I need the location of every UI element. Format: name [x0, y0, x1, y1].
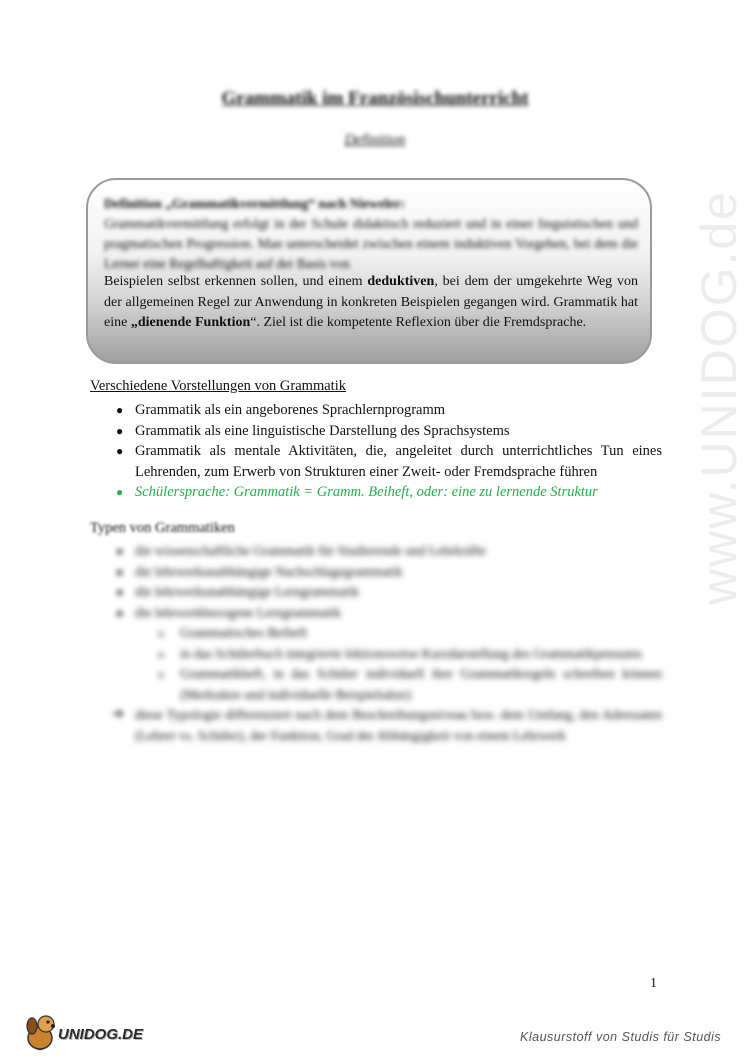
list-item-text: Grammatik als eine linguistische Darstellung des Sprachsystems [135, 422, 510, 439]
grammar-concepts-list [90, 400, 662, 503]
list-item [90, 400, 662, 421]
circle-bullet-icon: o [158, 646, 164, 661]
list-item-text: die wissenschaftliche Grammatik für Studierende und Lehrkräfte [135, 543, 486, 558]
circle-bullet-icon: o [158, 667, 164, 681]
page-title: Grammatik im Französischunterricht [221, 88, 529, 109]
logo-text: UNIDOG.DE [58, 1026, 144, 1043]
watermark: www.UNIDOG.de [691, 190, 747, 605]
list-item-text: Schülersprache: Grammatik = Gramm. Beiheft, oder: eine zu lernende Struktur [135, 484, 598, 500]
bullet-icon: ● [116, 403, 124, 417]
footer-tagline: Klausurstoff von Studis für Studis [520, 1030, 722, 1044]
page-number: 1 [650, 976, 657, 991]
definition-text-1: Beispielen selbst erkennen sollen, und einem [104, 274, 368, 289]
list-item [90, 421, 662, 442]
definition-clear-text [104, 272, 638, 334]
section-heading-grammar-concepts: Verschiedene Vorstellungen von Grammatik [90, 378, 346, 394]
circle-bullet-icon: o [158, 626, 164, 640]
page-subtitle: Definition [344, 132, 406, 148]
section-heading-grammar-types [90, 520, 235, 537]
list-item-text: Grammatisches Beiheft [180, 625, 308, 640]
unidog-logo[interactable] [22, 1012, 162, 1052]
list-item [90, 582, 662, 603]
section-heading-text: Typen von Grammatiken [90, 520, 235, 536]
definition-bold-deduktiven: deduktiven [367, 274, 435, 289]
definition-box [86, 178, 652, 364]
dog-icon [22, 1012, 58, 1052]
sub-list-item [90, 623, 662, 644]
bullet-icon: ● [116, 564, 124, 579]
definition-bold-function: „dienende Funktion [130, 315, 251, 330]
list-item [90, 603, 662, 624]
list-item [90, 441, 662, 482]
sub-list-item [90, 664, 662, 705]
bullet-icon: ● [116, 605, 124, 620]
sub-list-item [90, 644, 662, 665]
arrow-right-icon: ➜ [112, 707, 124, 722]
bullet-icon: ● [116, 485, 124, 499]
list-item-text: diese Typologie differenziert nach dem Beschreibungsniveau bzw. dem Umfang, den Adressaten (Lehrer vs. Schüler), der Funktion, Grad der Abhängigkeit von einem Lehrwerk [135, 707, 662, 743]
list-item-text: in das Schülerbuch integrierte lektionsweise Kurzdarstellung des Grammatikpensums [180, 645, 643, 661]
bullet-icon: ● [116, 585, 124, 599]
bullet-icon: ● [116, 544, 124, 558]
definition-blurred-text [104, 194, 638, 274]
bullet-icon: ● [116, 444, 124, 458]
grammar-types-list [90, 541, 662, 746]
list-item-text: die lehrwerkbezogene Lerngrammatik [135, 604, 342, 620]
definition-heading: Definition „Grammatikvermittlung“ nach Nieweler: [104, 196, 406, 211]
list-item-text: Grammatikheft, in das Schüler individuell ihre Grammatikregeln schreiben können (Merksätze und individuelle Beispielsätze) [180, 666, 662, 702]
list-item [90, 562, 662, 583]
arrow-list-item [90, 705, 662, 746]
list-item-text: die lehrwerkunabhängige Lerngrammatik [135, 584, 360, 599]
list-item [90, 541, 662, 562]
definition-blurred-body: Grammatikvermittlung erfolgt in der Schule didaktisch reduziert und in einer linguistischen und pragmatischen Progression. Man unterscheidet zwischen einem induktiven Vorgehen, bei dem die Lerner eine Regelhaftigkeit auf der Basis von [104, 216, 638, 271]
list-item-text: die lehrwerkunabhängige Nachschlagegrammatik [135, 563, 403, 579]
definition-text-3: “. Ziel ist die kompetente Reflexion über die Fremdsprache. [250, 315, 587, 330]
bullet-icon: ● [116, 423, 124, 438]
list-item-text: Grammatik als ein angeborenes Sprachlernprogramm [135, 402, 446, 418]
list-item-student-note [90, 482, 662, 503]
list-item-text: Grammatik als mentale Aktivitäten, die, angeleitet durch unterrichtliches Tun eines Lehrenden, zum Erwerb von Strukturen einer Zweit- oder Fremdsprache führen [135, 443, 662, 480]
definition-text-2: , bei dem der umgekehrte Weg von der allgemeinen Regel zur Anwendung in konkreten Beispielen gegangen wird. Grammatik hat eine [104, 274, 638, 330]
